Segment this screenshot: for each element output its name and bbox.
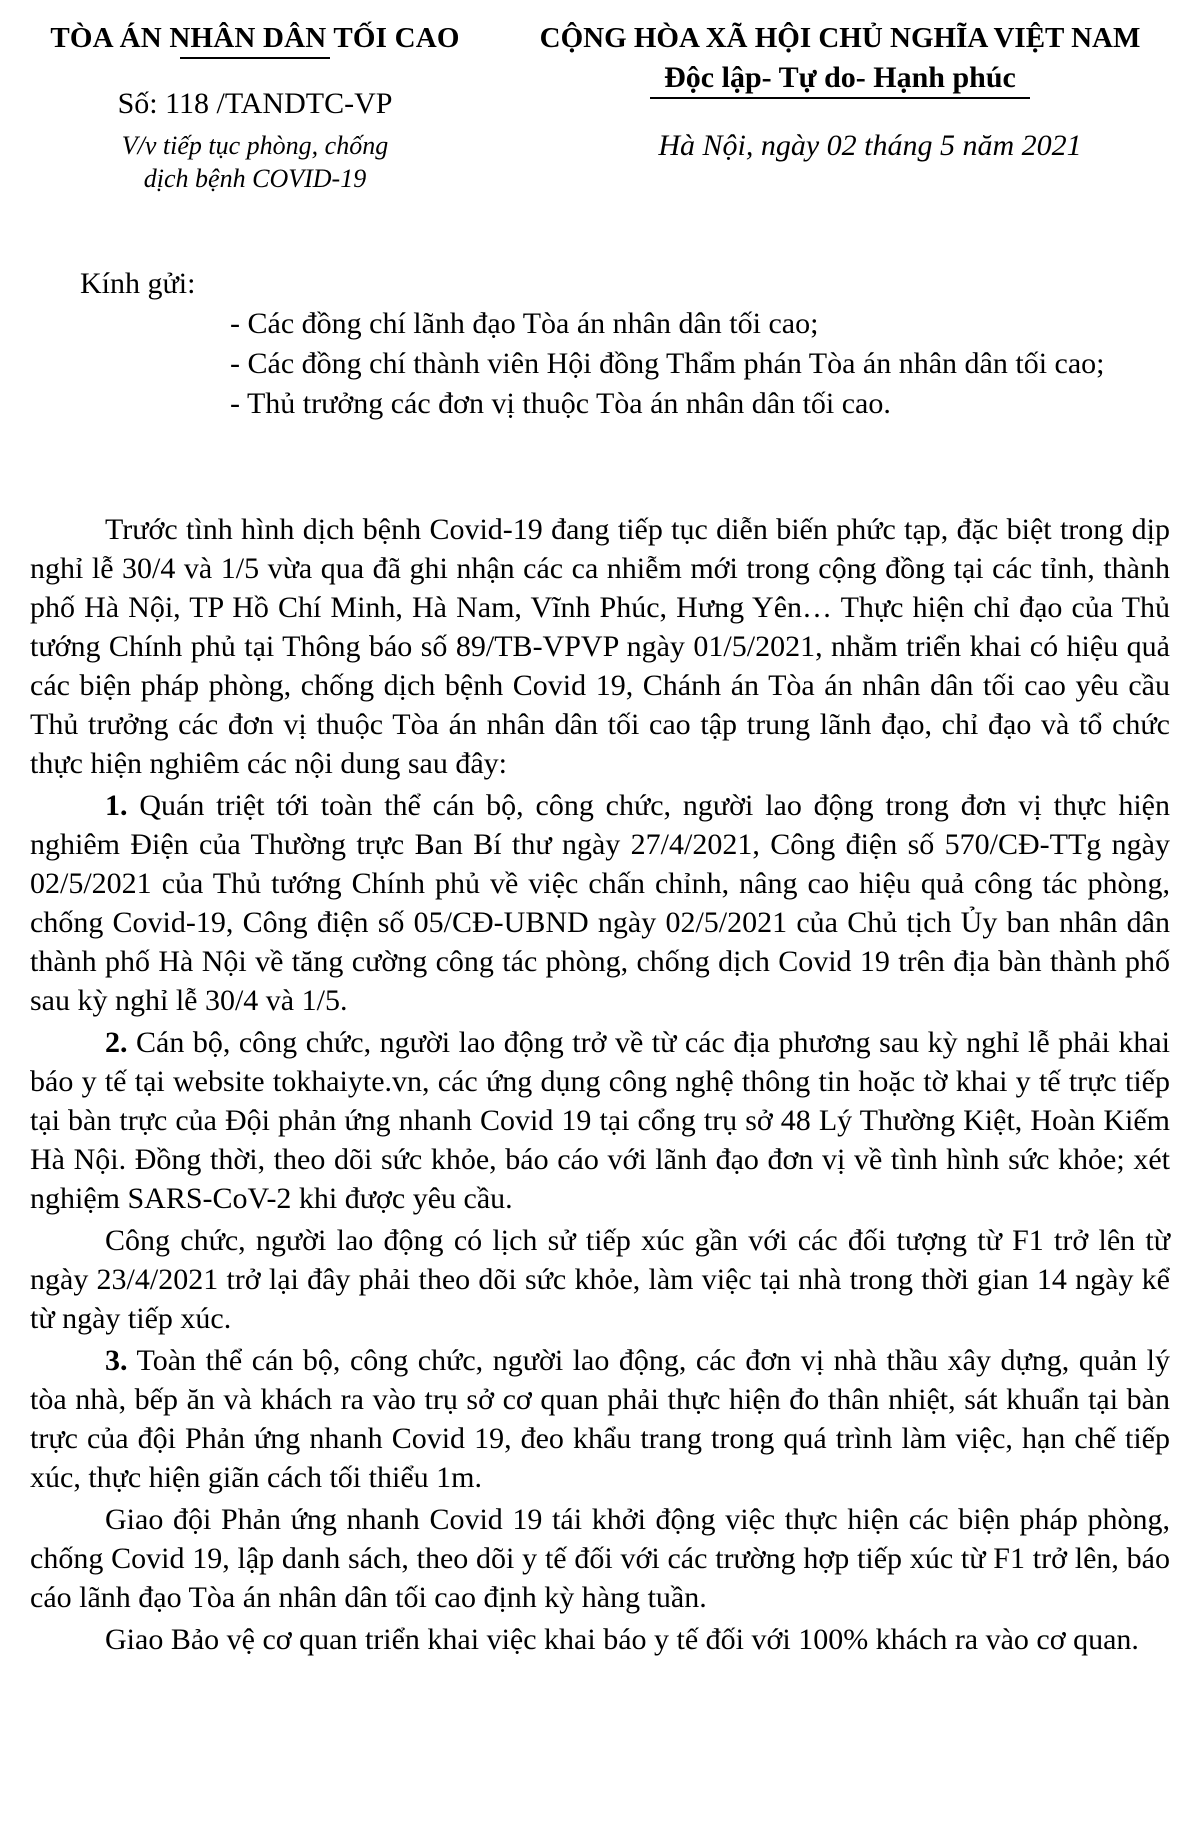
national-header [500, 22, 1180, 163]
issuer-block [30, 22, 480, 195]
republic-name: CỘNG HÒA XÃ HỘI CHỦ NGHĨA VIỆT NAM [539, 22, 1141, 54]
subject-line-1: V/v tiếp tục phòng, chống [121, 131, 389, 160]
document-number: Số: 118 /TANDTC-VP [117, 87, 393, 120]
item-3-number: 3. [105, 1344, 128, 1377]
subject-line-2: dịch bệnh COVID-19 [143, 164, 367, 193]
item-2-paragraph [30, 1023, 1170, 1218]
agency-name: TÒA ÁN NHÂN DÂN TỐI CAO [50, 22, 460, 54]
place-date: Hà Nội, ngày 02 tháng 5 năm 2021 [658, 129, 1082, 162]
item-1-paragraph [30, 786, 1170, 1020]
recipient-item: - Các đồng chí lãnh đạo Tòa án nhân dân tối cao; [230, 307, 819, 340]
document-subject [30, 129, 480, 195]
recipients-title: Kính gửi: [80, 267, 196, 300]
recipient-item: - Thủ trưởng các đơn vị thuộc Tòa án nhân dân tối cao. [230, 387, 891, 420]
recipients-list [80, 304, 1170, 424]
agency-underline [180, 57, 330, 59]
item-3-extra-paragraph-2: Giao Bảo vệ cơ quan triển khai việc khai báo y tế đối với 100% khách ra vào cơ quan. [105, 1623, 1139, 1656]
item-3-paragraph [30, 1341, 1170, 1497]
item-2-number: 2. [105, 1026, 128, 1059]
national-motto: Độc lập- Tự do- Hạnh phúc [664, 61, 1016, 94]
intro-paragraph: Trước tình hình dịch bệnh Covid-19 đang tiếp tục diễn biến phức tạp, đặc biệt trong dịp nghỉ lễ 30/4 và 1/5 vừa qua đã ghi nhận các ca nhiễm mới trong cộng đồng tại các tỉnh, thành phố Hà Nội, TP Hồ Chí Minh, Hà Nam, Vĩnh Phúc, Hưng Yên… Thực hiện chỉ đạo của Thủ tướng Chính phủ tại Thông báo số 89/TB-VPVP ngày 01/5/2021, nhằm triển khai có hiệu quả các biện pháp phòng, chống dịch bệnh Covid 19, Chánh án Tòa án nhân dân tối cao yêu cầu Thủ trưởng các đơn vị thuộc Tòa án nhân dân tối cao tập trung lãnh đạo, chỉ đạo và tổ chức thực hiện nghiêm các nội dung sau đây: [30, 513, 1170, 780]
recipient-item: - Các đồng chí thành viên Hội đồng Thẩm phán Tòa án nhân dân tối cao; [230, 347, 1105, 380]
document-body [30, 510, 1170, 1662]
recipients-block [80, 264, 1170, 424]
item-3-text: Toàn thể cán bộ, công chức, người lao động, các đơn vị nhà thầu xây dựng, quản lý tòa nhà, bếp ăn và khách ra vào trụ sở cơ quan phải thực hiện đo thân nhiệt, sát khuẩn tại bàn trực của đội Phản ứng nhanh Covid 19, đeo khẩu trang trong quá trình làm việc, hạn chế tiếp xúc, thực hiện giãn cách tối thiểu 1m. [30, 1344, 1170, 1494]
item-2-text: Cán bộ, công chức, người lao động trở về từ các địa phương sau kỳ nghỉ lễ phải khai báo y tế tại website tokhaiyte.vn, các ứng dụng công nghệ thông tin hoặc tờ khai y tế trực tiếp tại bàn trực của Đội phản ứng nhanh Covid 19 tại cổng trụ sở 48 Lý Thường Kiệt, Hoàn Kiếm Hà Nội. Đồng thời, theo dõi sức khỏe, báo cáo với lãnh đạo đơn vị về tình hình sức khỏe; xét nghiệm SARS-CoV-2 khi được yêu cầu. [30, 1026, 1170, 1215]
item-3-extra-paragraph-1: Giao đội Phản ứng nhanh Covid 19 tái khởi động việc thực hiện các biện pháp phòng, chống Covid 19, lập danh sách, theo dõi y tế đối với các trường hợp tiếp xúc từ F1 trở lên, báo cáo lãnh đạo Tòa án nhân dân tối cao định kỳ hàng tuần. [30, 1503, 1170, 1614]
item-2-extra-paragraph: Công chức, người lao động có lịch sử tiếp xúc gần với các đối tượng từ F1 trở lên từ ngày 23/4/2021 trở lại đây phải theo dõi sức khỏe, làm việc tại nhà trong thời gian 14 ngày kể từ ngày tiếp xúc. [30, 1224, 1170, 1335]
item-1-number: 1. [105, 789, 128, 822]
item-1-text: Quán triệt tới toàn thể cán bộ, công chức, người lao động trong đơn vị thực hiện nghiêm Điện của Thường trực Ban Bí thư ngày 27/4/2021, Công điện số 570/CĐ-TTg ngày 02/5/2021 của Thủ tướng Chính phủ về việc chấn chỉnh, nâng cao hiệu quả công tác phòng, chống Covid-19, Công điện số 05/CĐ-UBND ngày 02/5/2021 của Chủ tịch Ủy ban nhân dân thành phố Hà Nội về tăng cường công tác phòng, chống dịch Covid 19 trên địa bàn thành phố sau kỳ nghỉ lễ 30/4 và 1/5. [30, 789, 1170, 1017]
motto-underline [650, 97, 1030, 99]
